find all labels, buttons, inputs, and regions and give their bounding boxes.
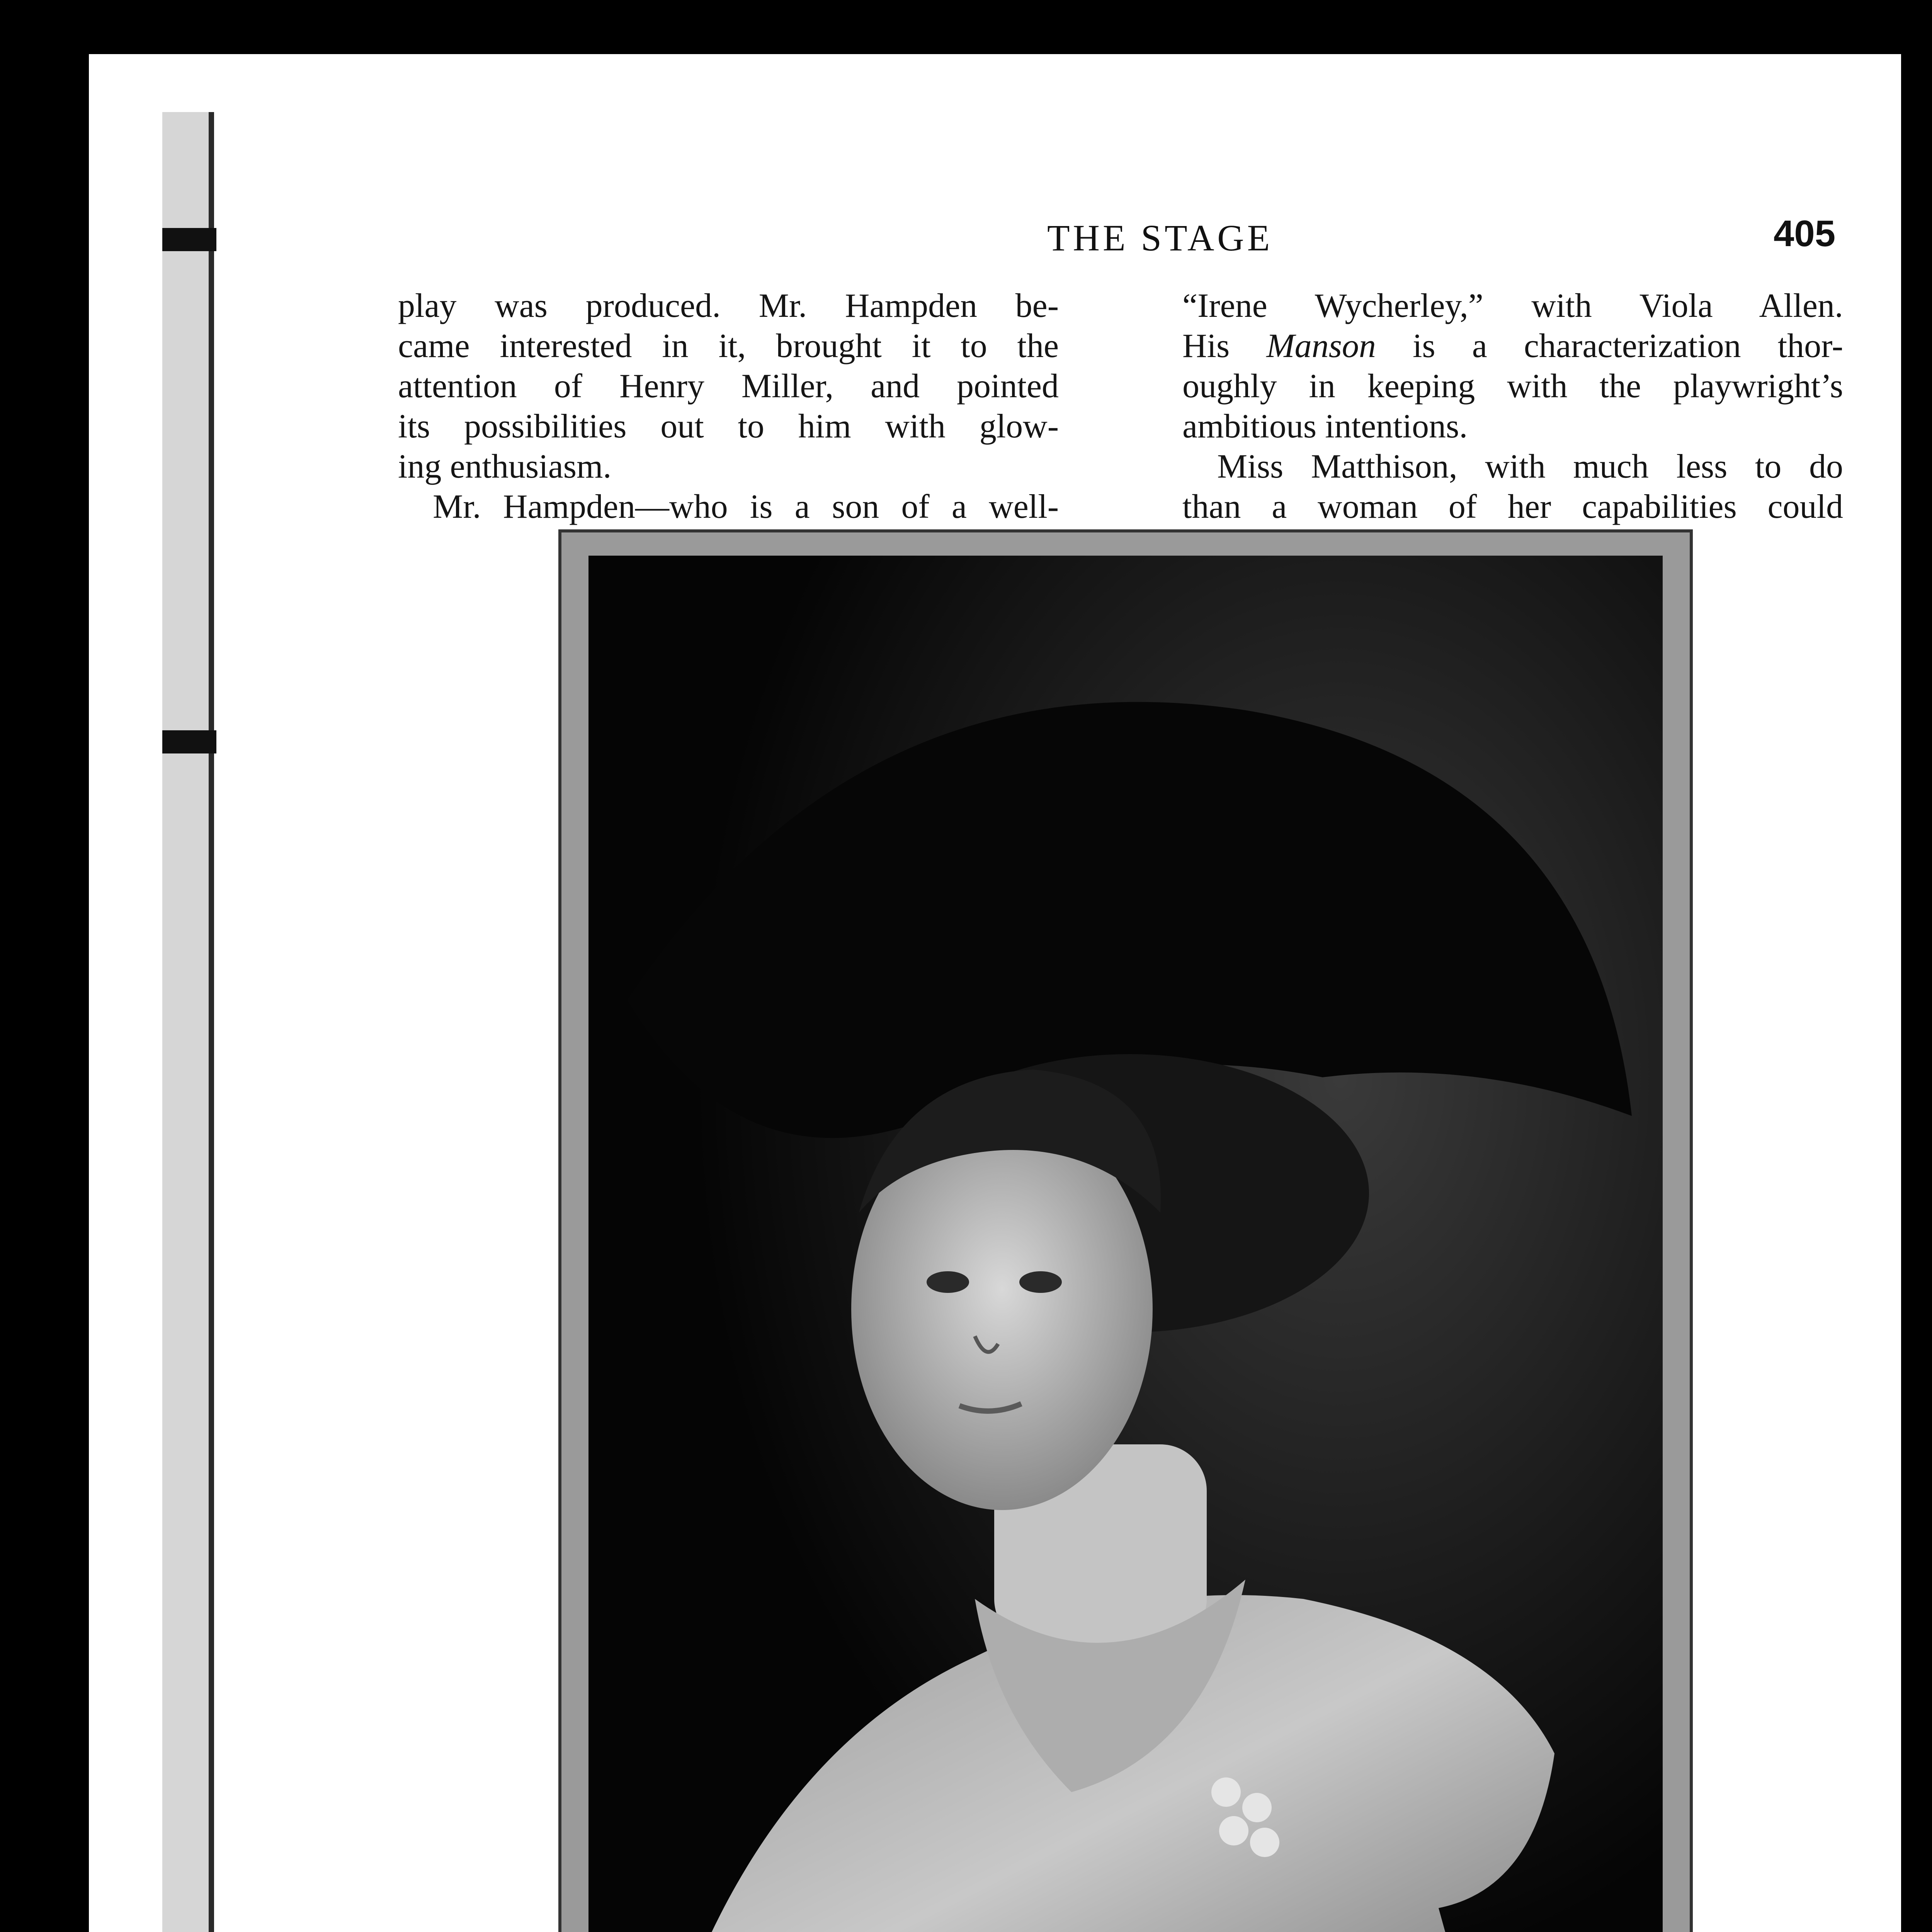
text-line: attention of Henry Miller, and pointed <box>398 367 1059 405</box>
text-column-top-left <box>398 286 1059 527</box>
text-line <box>1182 326 1843 366</box>
page-number: 405 <box>1774 213 1836 254</box>
portrait-illustration <box>588 556 1663 1932</box>
page-header <box>89 201 1901 259</box>
text-line: oughly in keeping with the playwright’s <box>1182 367 1843 405</box>
text-line: than a woman of her capabilities could <box>1182 488 1843 526</box>
character-name: Manson <box>1266 327 1376 365</box>
text-line: play was produced. Mr. Hampden be- <box>398 287 1059 325</box>
text-line: ing enthusiasm. <box>398 448 612 485</box>
text-line: “Irene Wycherley,” with Viola Allen. <box>1182 287 1843 325</box>
magazine-page <box>89 54 1901 1932</box>
text-span: His <box>1182 327 1267 365</box>
text-line: Miss Matthison, with much less to do <box>1217 448 1843 485</box>
text-span: is a characterization thor- <box>1376 327 1843 365</box>
portrait-photograph <box>588 556 1663 1932</box>
spine-binding-mark <box>162 730 216 753</box>
text-line: its possibilities out to him with glow- <box>398 408 1059 445</box>
text-column-top-right <box>1182 286 1843 527</box>
text-line: Mr. Hampden—who is a son of a well- <box>433 488 1059 526</box>
text-line: came interested in it, brought it to the <box>398 327 1059 365</box>
text-line: ambitious intentions. <box>1182 408 1468 445</box>
portrait-photo-frame <box>558 529 1693 1932</box>
book-spine <box>162 112 214 1932</box>
running-head: THE STAGE <box>1047 217 1273 259</box>
